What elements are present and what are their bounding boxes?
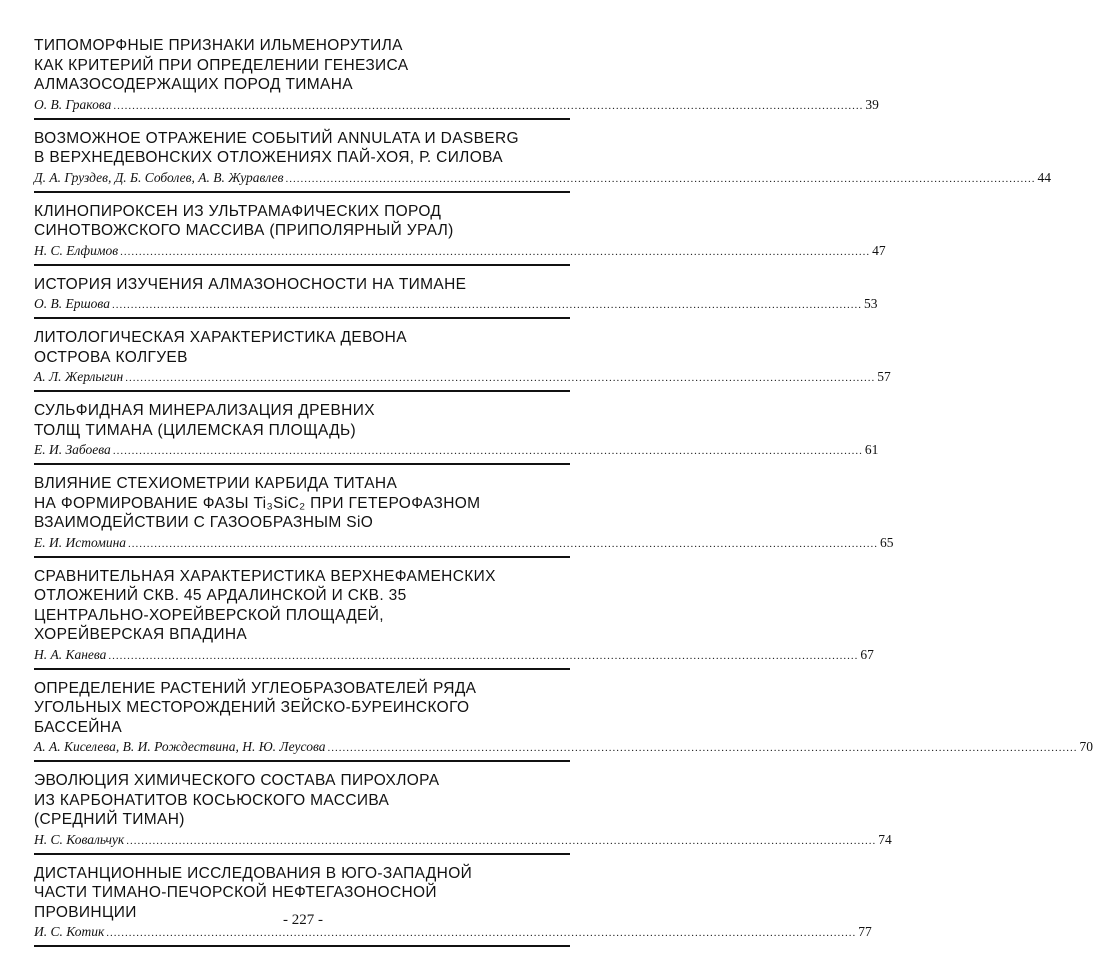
- dot-leader: ........................................................................................................................................................................................................: [128, 537, 879, 550]
- dot-leader: ........................................................................................................................................................................................................: [112, 445, 863, 457]
- entry-title-line: ЭВОЛЮЦИЯ ХИМИЧЕСКОГО СОСТАВА ПИРОХЛОРА: [34, 772, 440, 789]
- toc-entry: [34, 679, 1093, 763]
- entry-title-line: ЛИТОЛОГИЧЕСКАЯ ХАРАКТЕРИСТИКА ДЕВОНА: [34, 329, 407, 346]
- toc-entry: [34, 275, 878, 320]
- entry-title-line: ХОРЕЙВЕРСКАЯ ВПАДИНА: [34, 626, 248, 643]
- toc-entry: [34, 129, 1051, 193]
- entry-title-line: ЦЕНТРАЛЬНО-ХОРЕЙВЕРСКОЙ ПЛОЩАДЕЙ,: [34, 606, 384, 624]
- entry-author-row: [34, 441, 879, 460]
- entry-page-number: 44: [1037, 169, 1051, 185]
- entry-author-row: [34, 96, 879, 115]
- entry-page-number: 61: [864, 442, 879, 457]
- dot-leader: ........................................................................................................................................................................................................: [113, 99, 864, 112]
- dot-leader: ........................................................................................................................................................................................................: [327, 742, 1078, 754]
- toc-entry: [34, 36, 879, 120]
- entry-title-line: ПРОВИНЦИИ: [34, 903, 137, 921]
- entry-authors: О. В. Гракова: [34, 96, 112, 112]
- entry-title-line: ИСТОРИЯ ИЗУЧЕНИЯ АЛМАЗОНОСНОСТИ НА ТИМАНЕ: [34, 275, 467, 293]
- table-of-contents: [34, 36, 1093, 956]
- entry-authors: А. Л. Жерлыгин: [34, 369, 124, 384]
- entry-authors: О. В. Ершова: [34, 296, 110, 311]
- entry-authors: Е. И. Истомина: [34, 534, 127, 550]
- entry-page-number: 65: [880, 534, 894, 550]
- page-footer: [0, 912, 606, 929]
- entry-authors: Н. А. Канева: [34, 646, 107, 662]
- dot-leader: ........................................................................................................................................................................................................: [111, 299, 862, 311]
- entry-title-line: В ВЕРХНЕДЕВОНСКИХ ОТЛОЖЕНИЯХ ПАЙ-ХОЯ, Р. СИЛОВА: [34, 149, 503, 166]
- entry-title-line: СУЛЬФИДНАЯ МИНЕРАЛИЗАЦИЯ ДРЕВНИХ: [34, 402, 375, 419]
- entry-author-row: [34, 646, 874, 665]
- entry-title-line: ВОЗМОЖНОЕ ОТРАЖЕНИЕ СОБЫТИЙ ANNULATA И DASBERG: [34, 129, 519, 147]
- toc-entry: [34, 328, 891, 392]
- entry-page-number: 39: [865, 96, 879, 112]
- entry-authors: Е. И. Забоева: [34, 442, 111, 457]
- toc-entry: [34, 202, 886, 266]
- entry-title-line: ТИПОМОРФНЫЕ ПРИЗНАКИ ИЛЬМЕНОРУТИЛА: [34, 37, 403, 54]
- dot-leader: ........................................................................................................................................................................................................: [108, 649, 859, 662]
- entry-page-number: 47: [872, 242, 886, 258]
- entry-author-row: [34, 534, 894, 553]
- entry-authors: Н. С. Елфимов: [34, 242, 119, 258]
- entry-title-line: УГОЛЬНЫХ МЕСТОРОЖДЕНИЙ ЗЕЙСКО-БУРЕИНСКОГО: [34, 699, 470, 716]
- entry-author-row: [34, 242, 886, 261]
- toc-entry: [34, 567, 874, 670]
- entry-title-line: ТОЛЩ ТИМАНА (ЦИЛЕМСКАЯ ПЛОЩАДЬ): [34, 421, 357, 439]
- dot-leader: ........................................................................................................................................................................................................: [120, 245, 871, 258]
- entry-title-line: АЛМАЗОСОДЕРЖАЩИХ ПОРОД ТИМАНА: [34, 76, 353, 93]
- entry-title-line: ЧАСТИ ТИМАНО-ПЕЧОРСКОЙ НЕФТЕГАЗОНОСНОЙ: [34, 884, 437, 901]
- entry-title-line: ОТЛОЖЕНИЙ СКВ. 45 АРДАЛИНСКОЙ И СКВ. 35: [34, 587, 407, 604]
- entry-title-line: КЛИНОПИРОКСЕН ИЗ УЛЬТРАМАФИЧЕСКИХ ПОРОД: [34, 202, 442, 220]
- entry-title-line: БАССЕЙНА: [34, 718, 123, 736]
- entry-title-line: КАК КРИТЕРИЙ ПРИ ОПРЕДЕЛЕНИИ ГЕНЕЗИСА: [34, 56, 409, 74]
- toc-entry: [34, 771, 892, 855]
- entry-title-line: ВЗАИМОДЕЙСТВИИ С ГАЗООБРАЗНЫМ SiO: [34, 514, 374, 531]
- dot-leader: ........................................................................................................................................................................................................: [106, 927, 857, 939]
- entry-authors: Н. С. Ковальчук: [34, 831, 125, 847]
- entry-page-number: 67: [860, 646, 874, 662]
- entry-author-row: [34, 368, 891, 387]
- toc-entry: [34, 401, 879, 465]
- entry-author-row: [34, 295, 878, 314]
- entry-title-line: СИНОТВОЖСКОГО МАССИВА (ПРИПОЛЯРНЫЙ УРАЛ): [34, 222, 454, 239]
- entry-title-line: СРАВНИТЕЛЬНАЯ ХАРАКТЕРИСТИКА ВЕРХНЕФАМЕНСКИХ: [34, 567, 496, 585]
- entry-title-line: ОПРЕДЕЛЕНИЕ РАСТЕНИЙ УГЛЕОБРАЗОВАТЕЛЕЙ РЯДА: [34, 679, 477, 697]
- dot-leader: ........................................................................................................................................................................................................: [126, 834, 877, 847]
- entry-authors: И. С. Котик: [34, 924, 105, 939]
- entry-page-number: 70: [1079, 739, 1093, 754]
- entry-author-row: [34, 738, 1093, 757]
- toc-entry: [34, 474, 894, 558]
- dot-leader: ........................................................................................................................................................................................................: [285, 172, 1036, 185]
- entry-page-number: 74: [878, 831, 892, 847]
- entry-title-line: ИЗ КАРБОНАТИТОВ КОСЬЮСКОГО МАССИВА: [34, 791, 390, 809]
- dot-leader: ........................................................................................................................................................................................................: [125, 372, 876, 384]
- footer-page-number: - 227 -: [283, 912, 323, 928]
- entry-authors: Д. А. Груздев, Д. Б. Соболев, А. В. Журавлев: [34, 169, 284, 185]
- toc-entry: [34, 864, 872, 948]
- entry-title-line: НА ФОРМИРОВАНИЕ ФАЗЫ Ti₃SiC₂ ПРИ ГЕТЕРОФАЗНОМ: [34, 494, 481, 512]
- entry-author-row: [34, 169, 1051, 188]
- entry-title-line: ОСТРОВА КОЛГУЕВ: [34, 348, 188, 366]
- entry-author-row: [34, 831, 892, 850]
- entry-title-line: ВЛИЯНИЕ СТЕХИОМЕТРИИ КАРБИДА ТИТАНА: [34, 475, 398, 492]
- entry-page-number: 77: [858, 924, 872, 939]
- entry-title-line: (СРЕДНИЙ ТИМАН): [34, 811, 185, 828]
- entry-page-number: 53: [863, 296, 878, 311]
- entry-authors: А. А. Киселева, В. И. Рождествина, Н. Ю. Леусова: [34, 739, 326, 754]
- entry-page-number: 57: [877, 369, 891, 384]
- entry-title-line: ДИСТАНЦИОННЫЕ ИССЛЕДОВАНИЯ В ЮГО-ЗАПАДНОЙ: [34, 864, 473, 882]
